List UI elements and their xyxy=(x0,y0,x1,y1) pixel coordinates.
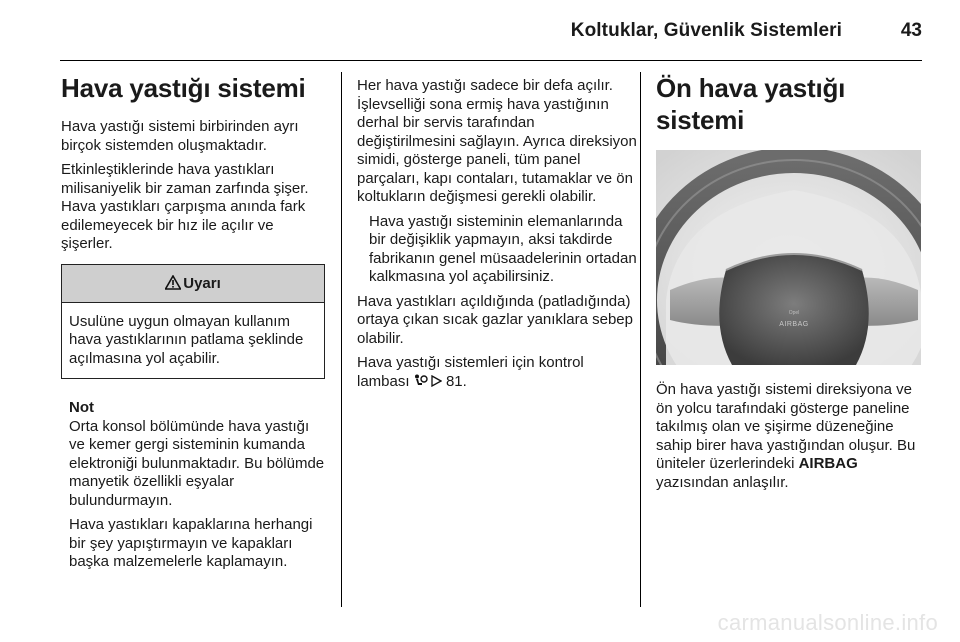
note-section xyxy=(61,399,326,572)
header-divider xyxy=(60,60,922,61)
column-1 xyxy=(61,72,326,578)
paragraph: Hava yastığı sistemi birbirinden ayrı birçok sistemden oluşmaktadır. xyxy=(61,118,299,154)
airbag-label-on-wheel: AIRBAG xyxy=(779,321,809,328)
airbag-keyword: AIRBAG xyxy=(798,455,858,472)
paragraph: Etkinleştiklerinde hava yastıkları milisaniyelik bir zaman zarfında şişer. Hava yastıkları çarpışma anında fark edilemeyecek bir hız ile açılır ve şişerler. xyxy=(61,161,309,252)
page-header-title: Koltuklar, Güvenlik Sistemleri xyxy=(570,20,842,41)
note-title: Not xyxy=(69,399,94,416)
page-reference[interactable]: 81. xyxy=(445,372,467,390)
section-heading-front-airbag: Ön hava yastığı sistemi xyxy=(656,73,846,135)
watermark: carmanualsonline.info xyxy=(717,610,938,635)
paragraph: Her hava yastığı sadece bir defa açılır. İşlevselliği sona ermiş hava yastığının derhal bir servis tarafından değiştirilmesini sağlayın. Ayrıca direksiyon simidi, gösterge paneli, tüm panel parçaları, kapı contaları, tutamaklar ve ön koltukların değişmesi gerekli olabilir. xyxy=(357,77,637,205)
paragraph: Hava yastıkları açıldığında (patladığında) ortaya çıkan sıcak gazlar yanıklara sebep olabilir. xyxy=(357,292,633,347)
column-3 xyxy=(656,72,921,498)
paragraph: Hava yastığı sisteminin elemanlarında bir değişiklik yapmayın, aksi takdirde fabrikanın genel müsaadelerinin ortadan kalkmasına yol açabilirsiniz. xyxy=(369,212,637,285)
front-airbag-text: Ön hava yastığı sistemi direksiyona ve ön yolcu tarafındaki gösterge paneline takılmış olan ve şişirme düzeneğine sahip birer hava yastığından oluşur. Bu üniteler üzerlerindeki xyxy=(656,381,916,472)
paragraph-front-airbag xyxy=(656,381,921,492)
note-paragraph: Orta konsol bölümünde hava yastığı ve kemer gergi sisteminin kumanda elektroniği bulunmaktadır. Bu bölümde manyetik özellikli eşyalar bulundurmayın. xyxy=(69,417,325,509)
airbag-lamp-icon xyxy=(414,374,432,389)
front-airbag-text-end: yazısından anlaşılır. xyxy=(656,473,789,491)
note-paragraph: Hava yastıkları kapaklarına herhangi bir şey yapıştırmayın ve kapakları başka malzemelerle kaplamayın. xyxy=(69,516,313,570)
column-2 xyxy=(357,77,637,397)
steering-logo-text: Opel xyxy=(788,310,800,316)
section-heading-airbag-system: Hava yastığı sistemi xyxy=(61,73,306,103)
steering-wheel-airbag-photo xyxy=(656,150,921,365)
warning-header xyxy=(62,265,324,303)
page-number: 43 xyxy=(900,20,922,41)
control-lamp-text: Hava yastığı sistemleri için kontrol lambası xyxy=(357,354,584,390)
warning-box xyxy=(61,264,325,380)
column-divider-2 xyxy=(640,72,641,607)
paragraph-control-lamp xyxy=(357,354,637,391)
warning-triangle-icon xyxy=(165,267,181,304)
warning-text: Usulüne uygun olmayan kullanım hava yastıklarının patlama şeklinde açılmasına yol açabilir. xyxy=(69,312,304,367)
warning-title: Uyarı xyxy=(183,274,221,292)
column-divider-1 xyxy=(341,72,342,607)
reference-arrow-icon xyxy=(431,374,446,389)
